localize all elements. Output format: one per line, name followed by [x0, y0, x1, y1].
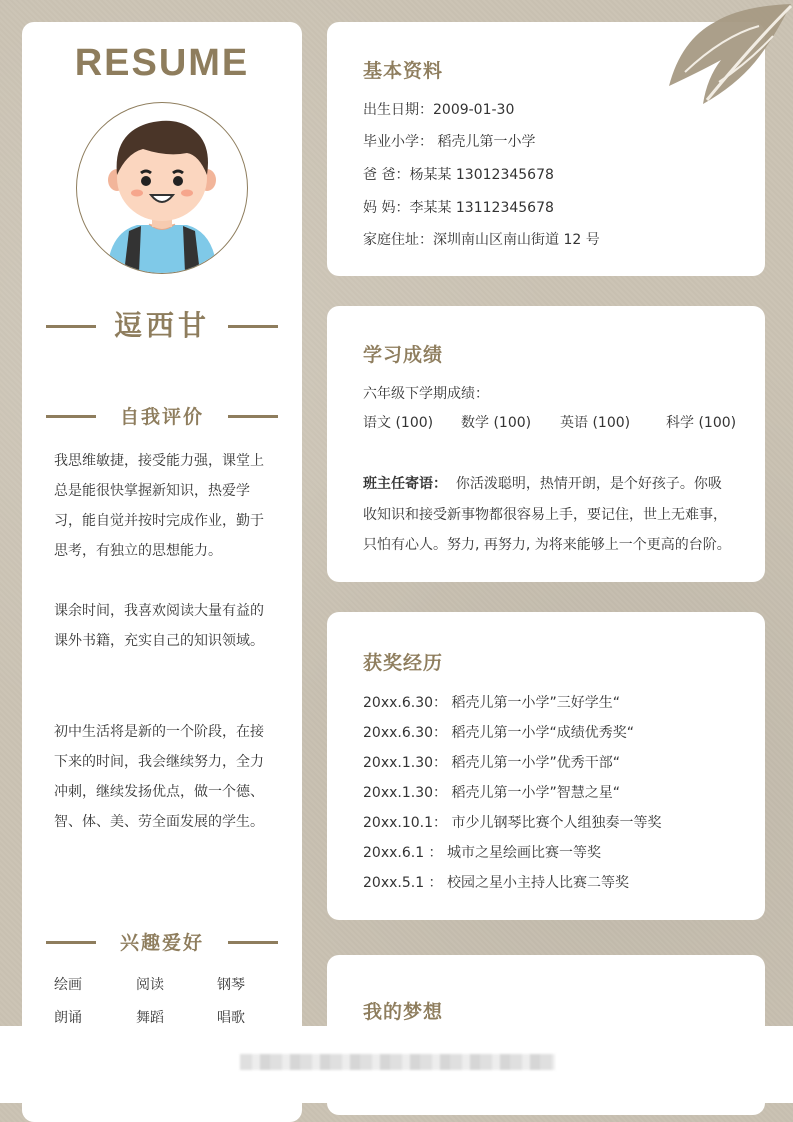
grades-card: [327, 306, 765, 582]
award-item: 20xx.6.30： 稻壳儿第一小学”三好学生“: [363, 695, 620, 711]
student-name: 逗西甘: [113, 309, 210, 342]
award-item: 20xx.1.30： 稻壳儿第一小学”智慧之星“: [363, 785, 620, 801]
blurred-watermark-text: [240, 1054, 555, 1070]
mother-label: 妈 妈：: [363, 200, 410, 216]
award-item: 20xx.5.1 ： 校园之星小主持人比赛二等奖: [363, 875, 629, 891]
teacher-comment-line-3: 只怕有心人。努力, 再努力, 为将来能够上一个更高的台阶。: [363, 537, 731, 553]
leaf-decoration-icon: [663, 0, 793, 115]
boy-avatar-illustration: [77, 103, 247, 273]
hobby-item: 钢琴: [217, 977, 245, 993]
profile-card: [22, 22, 302, 1122]
hobby-item: 绘画: [54, 977, 82, 993]
subject-score: 英语 (100): [560, 415, 631, 431]
dream-title: 我的梦想: [363, 1001, 444, 1023]
award-item: 20xx.1.30： 稻壳儿第一小学”优秀干部“: [363, 755, 620, 771]
self-eval-paragraph-3: 初中生活将是新的一个阶段，在接下来的时间，我会继续努力，全力冲刺，继续发扬优点，做一个德、智、体、美、劳全面发展的学生。: [54, 724, 264, 830]
hobby-item: 舞蹈: [136, 1010, 164, 1026]
award-item: 20xx.10.1： 市少儿钢琴比赛个人组独奏一等奖: [363, 815, 662, 831]
teacher-comment-line-1: [363, 473, 722, 493]
awards-card: [327, 612, 765, 920]
mother-row: [363, 197, 554, 217]
resume-heading: RESUME: [74, 42, 250, 84]
watermark-banner: [0, 1026, 793, 1103]
teacher-comment-line-2: 收知识和接受新事物都很容易上手，要记住，世上无难事，: [363, 507, 727, 523]
grades-title: 学习成绩: [363, 344, 444, 366]
avatar: [76, 102, 248, 274]
award-item: 20xx.6.1 ： 城市之星绘画比赛一等奖: [363, 845, 601, 861]
self-eval-paragraph-2: 课余时间，我喜欢阅读大量有益的课外书籍，充实自己的知识领域。: [54, 603, 264, 649]
divider-line: [228, 941, 278, 944]
mother-value: 李某某 13112345678: [409, 200, 554, 216]
hobby-item: 朗诵: [54, 1010, 82, 1026]
teacher-comment-label: 班主任寄语：: [363, 476, 447, 492]
name-row: [46, 304, 278, 344]
basic-info-title: 基本资料: [363, 60, 444, 82]
birth-date: 出生日期：2009-01-30: [363, 102, 515, 118]
subject-score: 科学 (100): [666, 415, 737, 431]
self-eval-paragraph-1: 我思维敏捷，接受能力强，课堂上总是能很快掌握新知识，热爱学习，能自觉并按时完成作业，勤于思考，有独立的思想能力。: [54, 453, 264, 559]
term-label: 六年级下学期成绩：: [363, 386, 489, 402]
hobby-item: 阅读: [136, 977, 164, 993]
hobbies-title: 兴趣爱好: [119, 932, 204, 954]
address: 家庭住址：深圳南山区南山街道 12 号: [363, 232, 600, 248]
hobby-item: 唱歌: [217, 1010, 245, 1026]
award-item: 20xx.6.30： 稻壳儿第一小学“成绩优秀奖“: [363, 725, 634, 741]
teacher-comment-text: 你活泼聪明，热情开朗，是个好孩子。你吸: [455, 476, 722, 492]
divider-line: [228, 415, 278, 418]
divider-line: [228, 325, 278, 328]
father-value: 杨某某 13012345678: [409, 167, 554, 183]
father-label: 爸 爸：: [363, 167, 410, 183]
awards-title: 获奖经历: [363, 652, 444, 674]
father-row: [363, 164, 554, 184]
hobbies-heading: [46, 928, 278, 954]
self-eval-heading: [46, 402, 278, 428]
school: 毕业小学： 稻壳儿第一小学: [363, 134, 536, 150]
self-eval-title: 自我评价: [119, 406, 204, 428]
subject-score: 数学 (100): [461, 415, 532, 431]
subject-score: 语文 (100): [363, 415, 434, 431]
